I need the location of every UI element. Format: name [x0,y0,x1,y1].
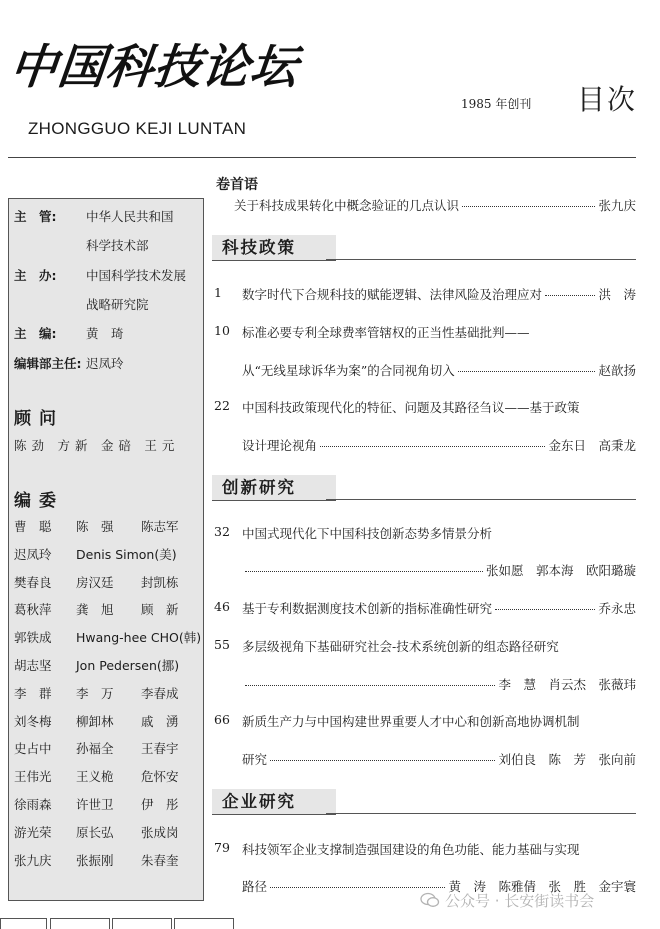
article-title: 从“无线星球诉华为案”的合同视角切入 [242,363,455,378]
info-value: 科学技术部 [86,238,149,253]
preface-title: 卷首语 [216,177,258,193]
article-page-number: 79 [214,840,230,855]
leader-dots [458,371,596,372]
watermark-text: 公众号 · 长安街读书会 [445,892,595,910]
preface-entry[interactable] [234,196,636,214]
committee-member: 龚 旭 [76,602,114,618]
article-title: 中国科技政策现代化的特征、问题及其路径刍议——基于政策 [242,400,580,415]
committee-member: Denis Simon(美) [76,546,177,562]
article-title: 设计理论视角 [242,438,318,453]
page-thumb[interactable] [174,918,234,929]
article-entry[interactable] [242,361,636,379]
article-entry[interactable] [242,712,580,730]
committee-member: 顾 新 [141,602,179,618]
committee-member: 胡志坚 [14,658,52,673]
committee-member: 李 万 [76,685,114,701]
committee-member: 戚 湧 [141,713,179,729]
article-title: 数字时代下合规科技的赋能逻辑、法律风险及治理应对 [242,287,543,302]
info-value: 黄 琦 [86,326,124,341]
article-title: 基于专利数据测度技术创新的指标准确性研究 [242,601,493,616]
header-divider [8,157,636,158]
article-entry[interactable] [242,398,580,416]
committee-member: Jon Pedersen(挪) [76,658,180,673]
committee-member: 柳卸林 [76,713,114,729]
article-author: 李 慧 肖云杰 张薇玮 [498,677,636,692]
article-title: 关于科技成果转化中概念验证的几点认识 [234,198,460,213]
committee-member: 李春成 [141,685,179,701]
journal-pinyin-title: ZHONGGUO KEJI LUNTAN [28,119,247,138]
committee-member: 王春宇 [141,741,179,757]
article-title: 中国式现代化下中国科技创新态势多情景分析 [242,526,493,541]
page-thumb[interactable] [50,918,110,929]
committee-member: 伊 彤 [141,797,179,812]
leader-dots [462,206,595,207]
advisors-heading: 顾问 [14,409,64,429]
article-title: 新质生产力与中国构建世界重要人才中心和创新高地协调机制 [242,714,580,729]
article-author: 刘伯良 陈 芳 张向前 [498,752,636,767]
committee-member: 樊春良 [14,574,52,590]
committee-member: 史占中 [14,741,52,757]
toc-heading: 目次 [577,83,638,116]
committee-member: 陈志军 [141,519,179,534]
article-author: 张如愿 郭本海 欧阳璐璇 [485,563,636,578]
committee-member: 陈 强 [76,519,114,534]
committee-member: 张成岗 [141,824,179,840]
committee-member: 刘冬梅 [14,713,52,729]
article-title: 多层级视角下基础研究社会-技术系统创新的组态路径研究 [242,639,559,654]
committee-member: 封凯栋 [141,574,179,590]
article-entry[interactable] [242,750,636,768]
committee-member: 李 群 [14,685,52,701]
article-page-number: 32 [214,524,230,539]
founded-year: 1985 年创刊 [461,97,532,111]
article-entry[interactable] [242,599,636,617]
committee-member: 徐雨森 [14,797,52,812]
leader-dots [320,446,545,447]
committee-heading: 编委 [14,491,64,511]
article-title: 研究 [242,752,268,767]
leader-dots [495,609,595,610]
section-header-innovation: 创新研究 [212,475,336,501]
article-author: 乔永忠 [598,601,636,616]
leader-dots [245,685,495,686]
article-page-number: 22 [214,398,230,413]
info-label: 主 办: [14,268,57,283]
page-thumb[interactable] [112,918,172,929]
committee-member: 孙福全 [76,741,114,757]
info-value: 迟凤玲 [86,356,124,371]
committee-member: 曹 聪 [14,519,52,534]
committee-member: 朱春奎 [141,852,179,868]
article-title: 标准必要专利全球费率管辖权的正当性基础批判—— [242,325,530,340]
leader-dots [270,760,495,761]
article-page-number: 66 [214,712,230,727]
page-thumbnail-strip [0,918,660,928]
committee-member: 张振刚 [76,852,114,868]
page-thumb[interactable] [0,918,47,929]
section-rule [326,259,636,260]
committee-member: 张九庆 [14,852,52,868]
journal-logo-title: 中国科技论坛 [7,40,301,95]
committee-member: 葛秋萍 [14,602,52,618]
article-title: 科技领军企业支撑制造强国建设的角色功能、能力基础与实现 [242,842,580,857]
committee-member: 游光荣 [14,824,52,840]
section-header-enterprise: 企业研究 [212,789,336,815]
article-entry[interactable] [242,524,492,542]
info-label: 主 编: [14,326,57,341]
article-entry[interactable] [242,436,636,454]
article-author: 洪 涛 [598,287,636,302]
info-label: 主 管: [14,209,57,224]
wechat-icon [420,892,440,908]
committee-member: 迟凤玲 [14,546,52,562]
leader-dots [270,887,445,888]
article-page-number: 1 [214,285,222,300]
committee-member: 王义桅 [76,769,114,785]
section-rule [326,499,636,500]
committee-member: 王伟光 [14,769,52,785]
article-page-number: 55 [214,637,230,652]
editorial-info-box [8,198,204,901]
article-entry[interactable] [242,637,559,655]
committee-member: Hwang-hee CHO(韩) [76,630,202,646]
committee-member: 危怀安 [141,769,179,785]
article-page-number: 10 [214,323,230,338]
article-author: 张九庆 [598,198,636,213]
article-author: 金东日 高秉龙 [548,438,636,453]
article-title: 路径 [242,879,268,894]
article-author: 黄 涛 陈雅倩 张 胜 金宇寰 [448,879,636,894]
article-entry[interactable] [242,323,530,341]
section-header-tech-policy: 科技政策 [212,235,336,261]
article-author: 赵歆扬 [598,363,636,378]
info-value: 中华人民共和国 [86,209,174,224]
advisors-list: 陈 劲 方 新 金 碚 王 元 [14,438,175,453]
info-value: 中国科学技术发展 [86,268,187,283]
info-label: 编辑部主任: [14,356,82,371]
committee-member: 郭铁成 [14,630,52,646]
article-entry[interactable] [242,840,580,858]
leader-dots [245,571,483,572]
article-entry[interactable] [242,285,636,303]
info-value: 战略研究院 [86,297,149,312]
article-entry[interactable] [242,561,636,579]
committee-member: 原长弘 [76,824,114,840]
article-entry[interactable] [242,675,636,693]
section-rule [326,813,636,814]
committee-member: 许世卫 [76,797,114,812]
article-page-number: 46 [214,599,230,614]
committee-member: 房汉廷 [76,574,114,590]
leader-dots [545,295,595,296]
